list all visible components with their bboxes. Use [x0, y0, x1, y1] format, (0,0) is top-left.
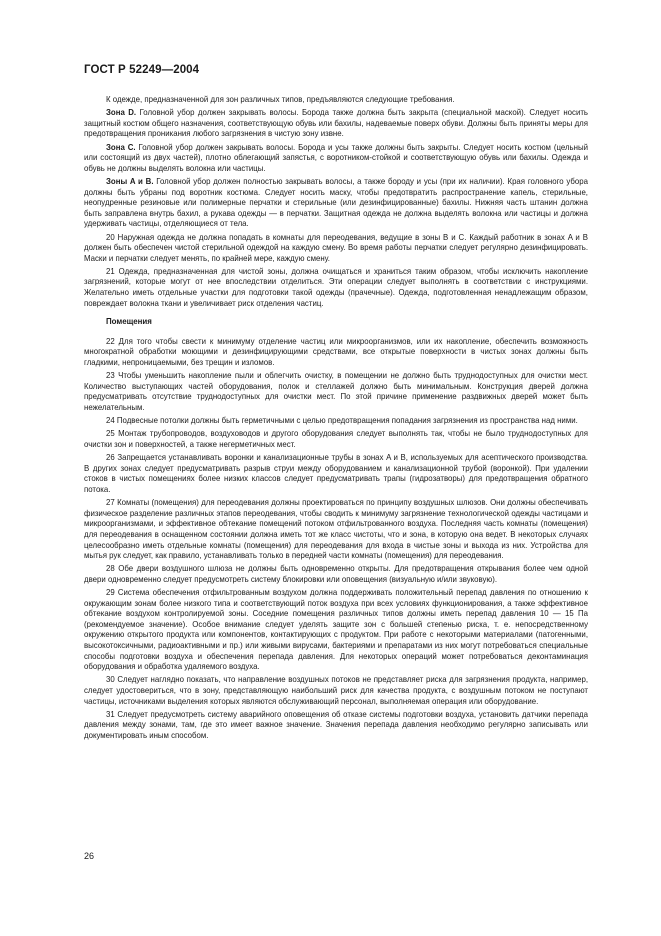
paragraph-text: 21 Одежда, предназначенная для чистой зоны, должна очищаться и храниться таким образом, чтобы исключить накопление загрязнений, которые могут от нее впоследствии отделиться. Эти операции следует выполнять в соответствии с инструкциями. Желательно иметь отдельные участки для подготовки такой одежды (прачечные). Одежда, подготовленная ненадлежащим образом, повреждает волокна ткани и увеличивает риск отделения частиц.: [84, 266, 588, 308]
paragraph-30: 30 Следует наглядно показать, что направление воздушных потоков не представляет риска для загрязнения продукта, например, следует удостовериться, что в зону, представляющую наибольший риск для качества продукта, с воздушным потоком не поступают частицы, источниками выделения которых являются обслуживающий персонал, выполняемая операция или оборудование.: [84, 675, 588, 706]
paragraph-text: К одежде, предназначенной для зон различных типов, предъявляются следующие требования.: [106, 95, 455, 104]
paragraph-zones-a-b: [84, 177, 588, 230]
paragraph-24: 24 Подвесные потолки должны быть герметичными с целью предотвращения попадания загрязнения из пространства над ними.: [106, 416, 578, 426]
paragraph-text: 20 Наружная одежда не должна попадать в комнаты для переодевания, ведущие в зоны B и C. Каждый работник в зонах A и B должен быть обеспечен чистой стерильной одеждой на каждую смену. Во время работы перчатки следует регулярно дезинфицировать. Маски и перчатки следует менять, по крайней мере, каждую смену.: [84, 232, 588, 263]
paragraph-21: [84, 267, 588, 309]
paragraph-26: 26 Запрещается устанавливать воронки и канализационные трубы в зонах A и B, используемых для асептического производства. В других зонах следует предусматривать разрыв струи между оборудованием и канализационной трубой (воронкой). При удалении стоков в чистых помещениях более низких классов следует предусматривать трапы (гидрозатворы) для предотвращения обратного потока.: [84, 453, 588, 494]
paragraph-23: 23 Чтобы уменьшить накопление пыли и облегчить очистку, в помещении не должно быть труднодоступных для очистки мест. Количество выступающих частей оборудования, полок и стеллажей должно быть минимальным. Конструкция дверей должна предусматривать отсутствие труднодоступных для очистки мест. По этой причине применение раздвижных дверей может быть нежелательным.: [84, 371, 588, 412]
section-title: Помещения: [106, 317, 152, 327]
page-content: [84, 95, 588, 744]
paragraph-zone-d: [84, 108, 588, 140]
paragraph-lead: Зона C.: [106, 142, 136, 152]
paragraph-27: 27 Комнаты (помещения) для переодевания должны проектироваться по принципу воздушных шлюзов. Они должны обеспечивать физическое разделение различных этапов переодевания, чтобы сводить к минимуму загрязнение технологической одежды частицами и микроорганизмами, и эффективное обтекание помещений потоком отфильтрованного воздуха. Последняя часть комнаты (помещения) для переодевания в оснащенном состоянии должна иметь тот же класс чистоты, что и зона, в которую она ведет. В некоторых случаях целесообразно иметь отдельные комнаты (помещения) для переодевания для входа в чистые зоны и выхода из них. Устройства для мытья рук следует, как правило, устанавливать только в передней части комнаты (помещения) для переодевания.: [84, 498, 588, 561]
paragraph-29: 29 Система обеспечения отфильтрованным воздухом должна поддерживать положительный перепад давления по отношению к окружающим зонам более низкого типа и соответствующий поток воздуха при всех условиях функционирования, а также эффективное обтекание воздухом контролируемой зоны. Соседние помещения различных типов должны иметь перепад давления 10 — 15 Па (рекомендуемое значение). Особое внимание следует уделять защите зон с большей степенью риска, т. е. непосредственному окружению открытого продукта или компонентов, контактирующих с продуктом. При работе с некоторыми материалами (патогенными, высокотоксичными, радиоактивными и пр.) или живыми вирусами, бактериями и препаратами из них могут потребоваться специальные способы подготовки воздуха и обеспечения перепада давления. Для некоторых операций может потребоваться деконтаминация оборудования и обработка удаляемого воздуха.: [84, 588, 588, 672]
paragraph-22: 22 Для того чтобы свести к минимуму отделение частиц или микроорганизмов, или их накопление, обеспечить возможность многократной обработки моющими и дезинфицирующими средствами, все открытые поверхности в чистых зонах должны быть гладкими, непроницаемыми, без трещин и изломов.: [84, 336, 588, 368]
paragraph-lead: Зона D.: [106, 108, 137, 118]
paragraph-20: [84, 233, 588, 265]
paragraph-text: Головной убор должен полностью закрывать волосы, а также бороду и усы (при их наличии). Края головного убора должны быть убраны под воротник костюма. Следует носить маску, чтобы предотвратить распространение капель, стерильные, неопудренные резиновые или полимерные перчатки и стерильные (или дезинфицированные) бахилы. Нижняя часть штанин должна быть заправлена внутрь бахил, а рукава одежды — в перчатки. Защитная одежда не должна выделять волокна или частицы и должна удерживать частицы, отделяющиеся от тела.: [84, 176, 588, 229]
page-number: 26: [84, 851, 95, 861]
paragraph-intro: [84, 95, 588, 106]
paragraph-31: 31 Следует предусмотреть систему аварийного оповещения об отказе системы подготовки воздуха, установить датчики перепада давления между зонами, там, где это имеет важное значение. Значения перепада давления необходимо регулярно записывать или документировать иным способом.: [84, 709, 588, 740]
paragraph-zone-c: [84, 143, 588, 175]
paragraph-lead: Зоны A и B.: [106, 176, 154, 186]
page-header: ГОСТ Р 52249—2004: [84, 64, 200, 76]
paragraph-text: Головной убор должен закрывать волосы. Борода также должна быть закрыта (специальной маской). Следует носить защитный костюм общего назначения, соответствующую обувь или бахилы, надеваемые поверх обуви. Должны быть приняты меры для предотвращения проникания любого загрязнения в чистую зону извне.: [84, 108, 589, 139]
paragraph-28: 28 Обе двери воздушного шлюза не должны быть одновременно открыты. Для предотвращения открывания более чем одной двери одновременно следует предусмотреть систему блокировки или оповещения (визуальную и/или звуковую).: [84, 564, 588, 584]
paragraph-text: Головной убор должен закрывать волосы. Борода и усы также должны быть закрыты. Следует носить костюм (цельный или состоящий из двух частей), плотно облегающий запястья, с воротником-стойкой и соответствующую обувь или бахилы. Одежда и обувь не должны выделять волокна или частицы.: [84, 142, 588, 173]
paragraph-25: 25 Монтаж трубопроводов, воздуховодов и другого оборудования следует выполнять так, чтобы не было труднодоступных для очистки зон и поверхностей, а также негерметичных мест.: [84, 429, 588, 449]
